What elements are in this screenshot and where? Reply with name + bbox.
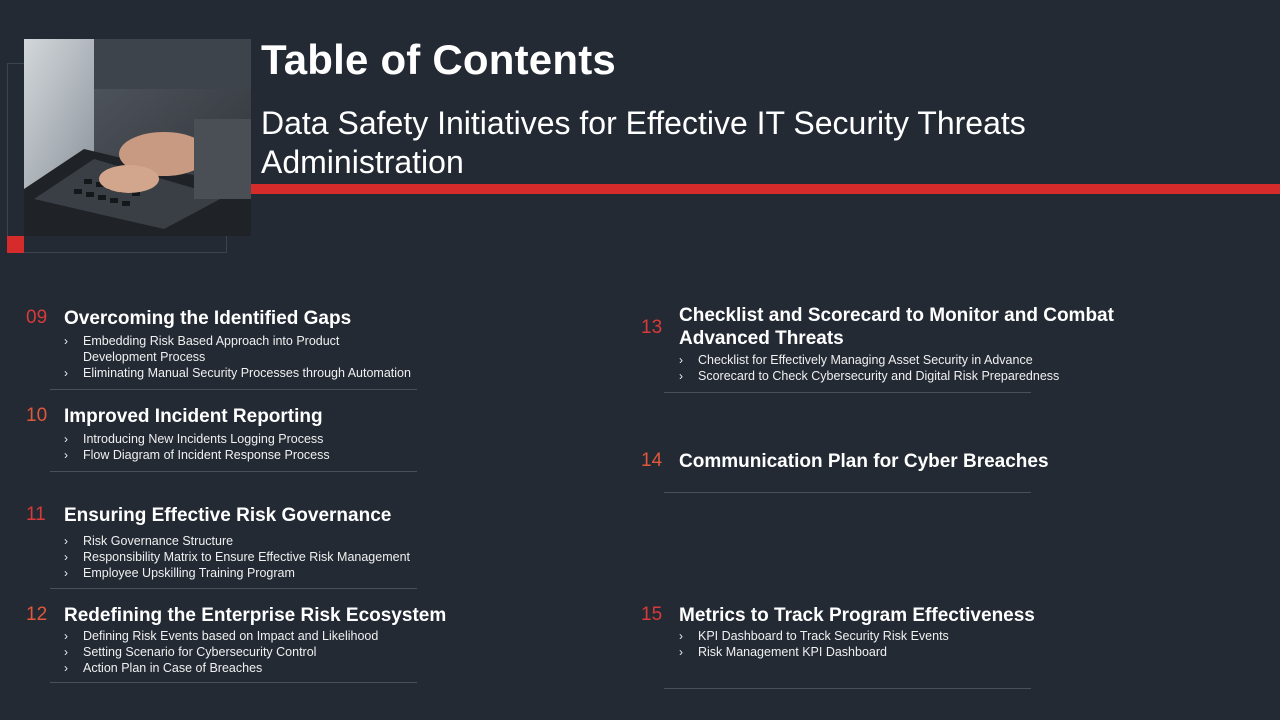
chevron-right-icon: › [64, 366, 68, 380]
section-number: 13 [641, 317, 663, 338]
chevron-right-icon: › [64, 334, 68, 348]
section-number: 15 [641, 604, 663, 625]
section-divider [664, 392, 1031, 393]
chevron-right-icon: › [64, 432, 68, 446]
page-subtitle: Data Safety Initiatives for Effective IT Security Threats Administration [261, 105, 1026, 180]
section-item-list [64, 333, 444, 381]
section-divider [50, 471, 417, 472]
section-item-list [64, 431, 444, 463]
section-number: 14 [641, 450, 663, 471]
page-title: Table of Contents [261, 36, 616, 83]
section-divider [664, 688, 1031, 689]
list-item: › KPI Dashboard to Track Security Risk Events [679, 629, 949, 643]
list-item: › Setting Scenario for Cybersecurity Control [64, 645, 317, 659]
chevron-right-icon: › [64, 566, 68, 580]
list-item: › Defining Risk Events based on Impact and Likelihood [64, 629, 379, 643]
section-title: Improved Incident Reporting [64, 406, 323, 427]
section-number: 09 [26, 307, 48, 328]
list-item: › Scorecard to Check Cybersecurity and Digital Risk Preparedness [679, 369, 1060, 383]
chevron-right-icon: › [679, 353, 683, 367]
chevron-right-icon: › [64, 661, 68, 675]
section-title: Ensuring Effective Risk Governance [64, 505, 392, 526]
list-item: › Risk Management KPI Dashboard [679, 645, 887, 659]
chevron-right-icon: › [64, 645, 68, 659]
accent-bar [251, 184, 1280, 194]
section-number: 12 [26, 604, 48, 625]
list-item: › Flow Diagram of Incident Response Process [64, 448, 330, 462]
list-item: › Risk Governance Structure [64, 534, 234, 548]
list-item: › Eliminating Manual Security Processes through Automation [64, 366, 411, 380]
section-number: 10 [26, 405, 48, 426]
chevron-right-icon: › [64, 448, 68, 462]
list-item: › Action Plan in Case of Breaches [64, 661, 263, 675]
laptop-typing-photo [24, 39, 251, 236]
section-divider [50, 588, 417, 589]
section-item-list [64, 533, 444, 581]
chevron-right-icon: › [679, 369, 683, 383]
section-title: Metrics to Track Program Effectiveness [679, 605, 1035, 626]
section-title: Redefining the Enterprise Risk Ecosystem [64, 605, 447, 626]
section-number: 11 [26, 504, 46, 525]
section-item-list [679, 628, 1119, 660]
list-item: › Checklist for Effectively Managing Asset Security in Advance [679, 353, 1033, 367]
list-item: › Embedding Risk Based Approach into Product Development Process [64, 334, 340, 364]
section-title: Checklist and Scorecard to Monitor and Combat Advanced Threats [679, 305, 1114, 349]
list-item: › Employee Upskilling Training Program [64, 566, 295, 580]
section-item-list [64, 628, 444, 676]
section-title: Communication Plan for Cyber Breaches [679, 451, 1049, 472]
list-item: › Responsibility Matrix to Ensure Effective Risk Management [64, 550, 410, 564]
chevron-right-icon: › [679, 645, 683, 659]
section-item-list [679, 352, 1119, 384]
chevron-right-icon: › [679, 629, 683, 643]
chevron-right-icon: › [64, 629, 68, 643]
chevron-right-icon: › [64, 550, 68, 564]
chevron-right-icon: › [64, 534, 68, 548]
list-item: › Introducing New Incidents Logging Process [64, 432, 324, 446]
section-divider [50, 682, 417, 683]
section-title: Overcoming the Identified Gaps [64, 308, 352, 329]
accent-square [7, 236, 24, 253]
section-divider [664, 492, 1031, 493]
section-divider [50, 389, 417, 390]
